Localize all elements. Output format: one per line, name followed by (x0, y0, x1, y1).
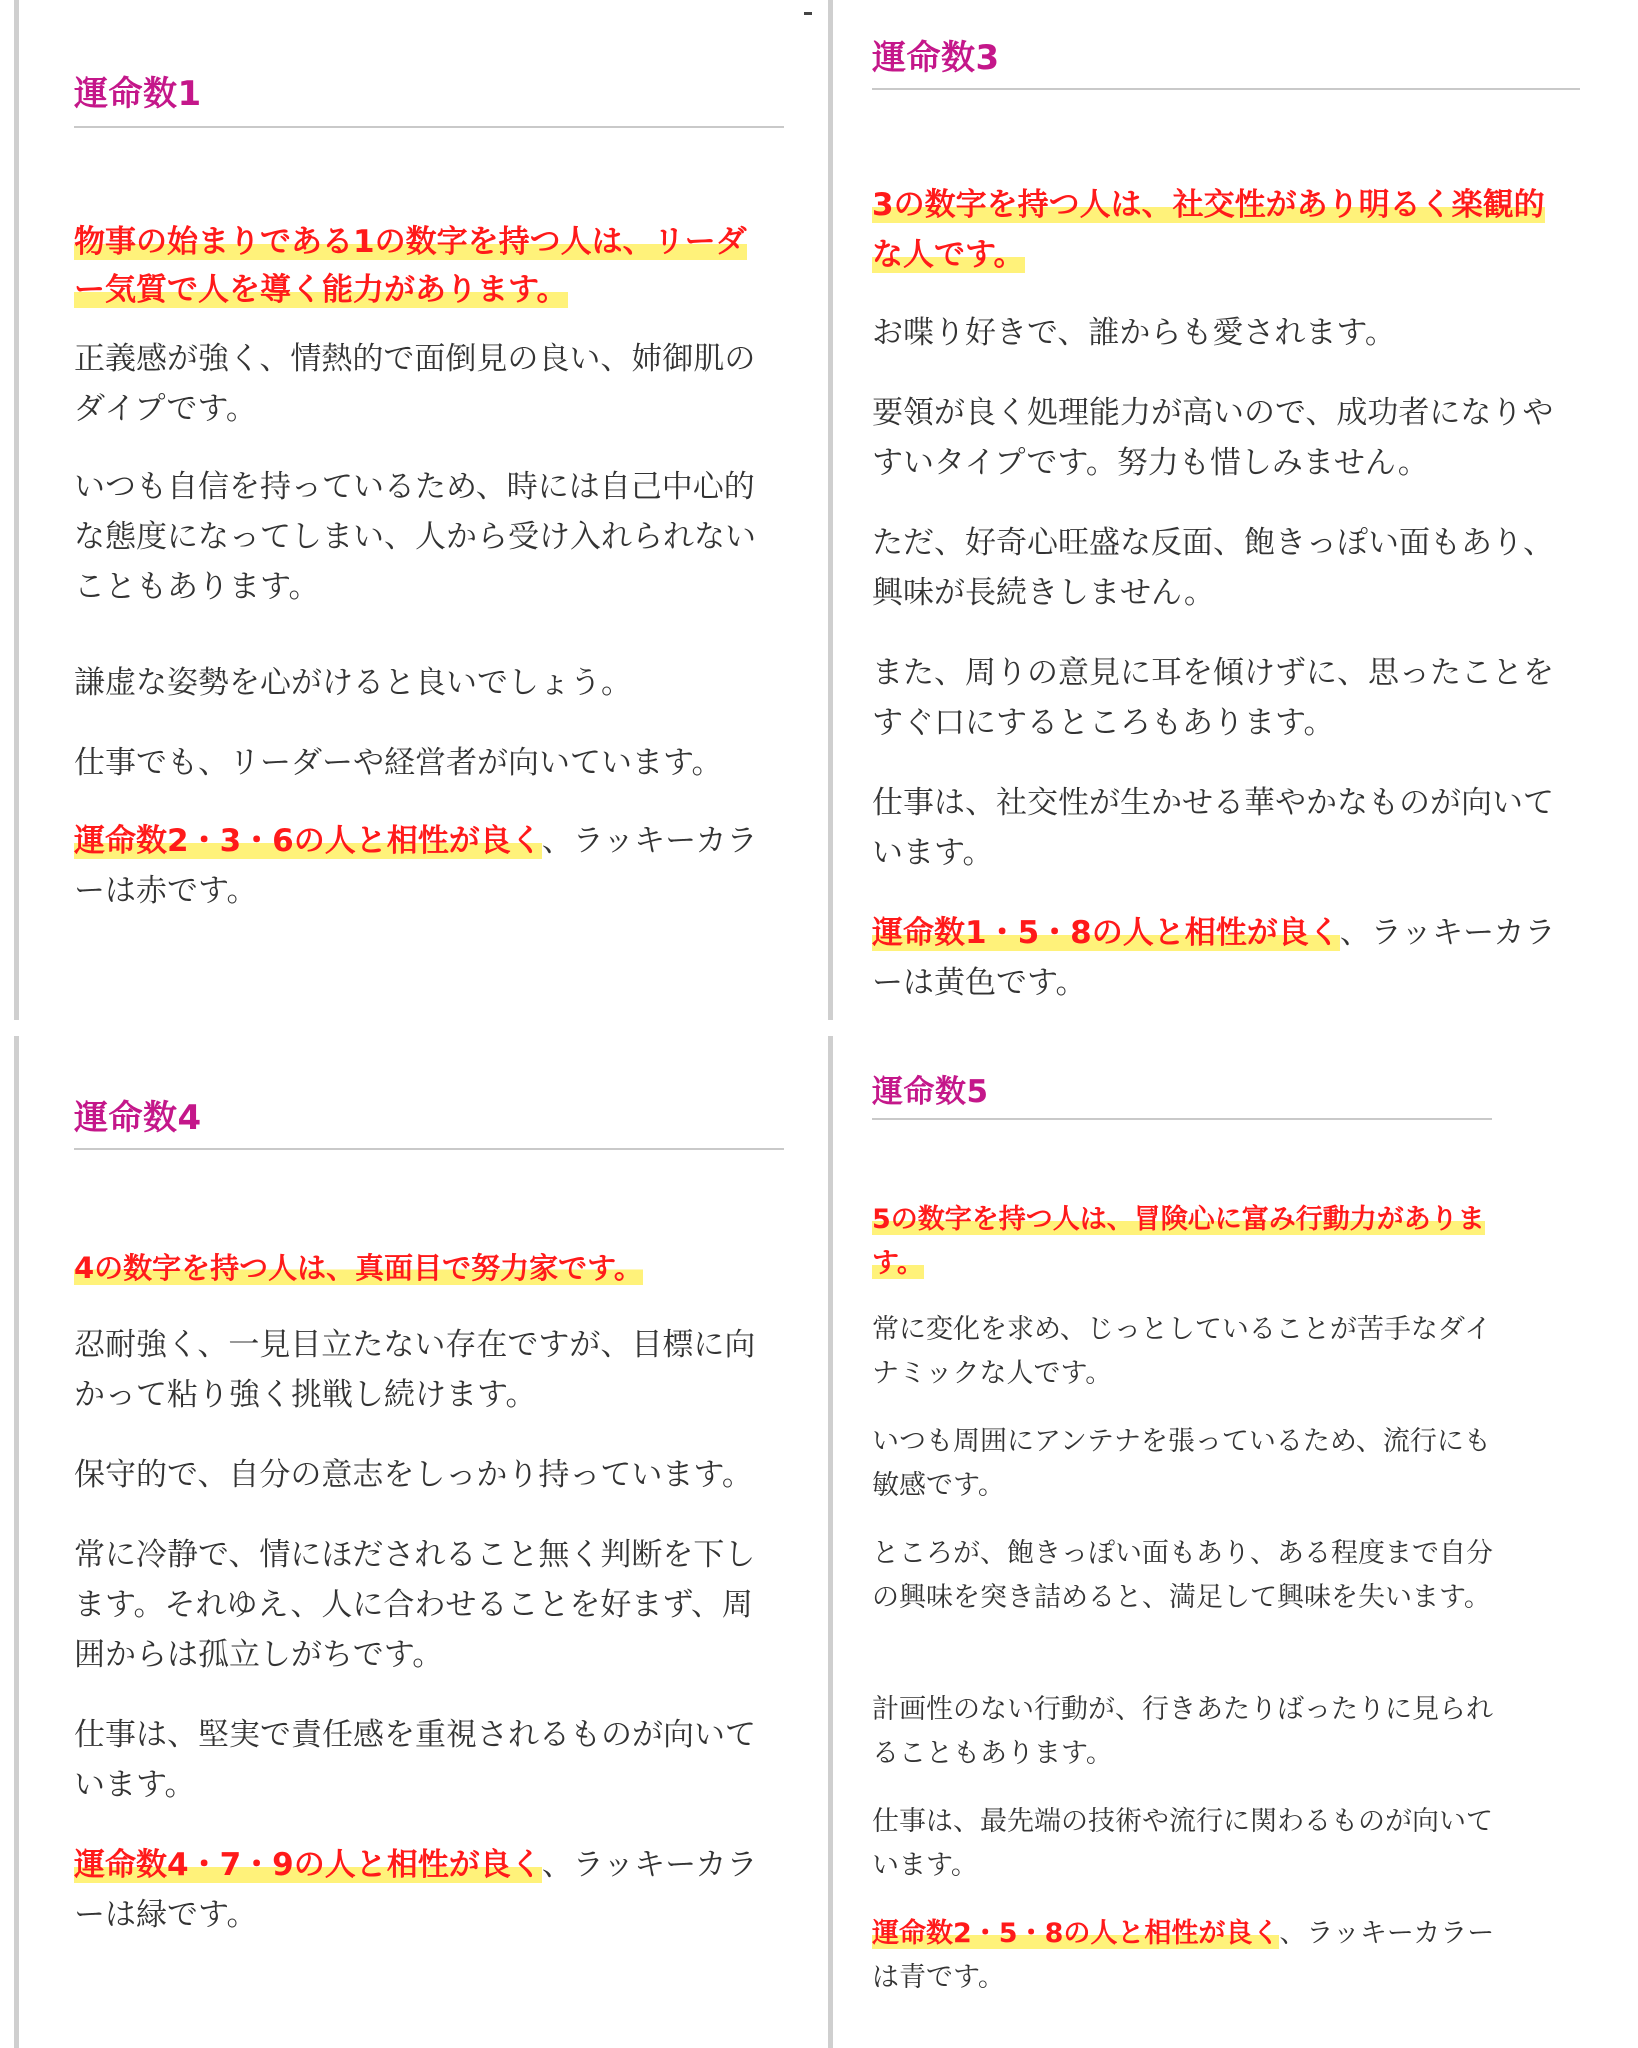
lead-highlight: 5の数字を持つ人は、冒険心に富み行動力があります。 (872, 1204, 1485, 1279)
paragraph: お喋り好きで、誰からも愛されます。 (872, 315, 1396, 351)
section-title: 運命数1 (74, 74, 202, 114)
compatibility-highlight: 運命数2・5・8の人と相性が良く (872, 1918, 1280, 1949)
top-tick-mark (804, 12, 812, 15)
paragraph: 常に変化を求め、じっとしていることが苦手なダイナミックな人です。 (872, 1314, 1492, 1389)
title-divider (74, 1148, 784, 1150)
paragraph: いつも自信を持っているため、時には自己中心的な態度になってしまい、人から受け入れられないこともあります。 (74, 469, 756, 605)
panel-left-border (828, 1036, 833, 2048)
paragraph: 計画性のない行動が、行きあたりばったりに見られることもあります。 (872, 1694, 1493, 1769)
paragraph: ところが、飽きっぽい面もあり、ある程度まで自分の興味を突き詰めると、満足して興味を失います。 (872, 1538, 1493, 1613)
compatibility-highlight: 運命数4・7・9の人と相性が良く (74, 1847, 542, 1883)
compatibility-paragraph (872, 1912, 1512, 2000)
lead-highlight: 4の数字を持つ人は、真面目で努力家です。 (74, 1251, 643, 1285)
lucky-color-text: 、ラッキーカラーは赤です。 (74, 823, 758, 909)
lucky-color-text: 、ラッキーカラーは緑です。 (74, 1847, 758, 1933)
compatibility-paragraph (74, 816, 774, 916)
paragraph: 保守的で、自分の意志をしっかり持っています。 (74, 1457, 753, 1493)
lead-statement (74, 1244, 774, 1292)
title-divider (74, 126, 784, 128)
lucky-color-text: 、ラッキーカラーは黄色です。 (872, 915, 1556, 1001)
paragraph: 仕事は、最先端の技術や流行に関わるものが向いています。 (872, 1806, 1493, 1881)
title-divider (872, 88, 1580, 90)
compatibility-paragraph (872, 908, 1572, 1008)
panel-left-border (14, 0, 19, 1020)
lead-statement (872, 180, 1572, 280)
paragraph: 要領が良く処理能力が高いので、成功者になりやすいタイプです。努力も惜しみません。 (872, 395, 1554, 481)
panel-destiny-3 (828, 0, 1638, 1020)
paragraph: 仕事でも、リーダーや経営者が向いています。 (74, 745, 723, 781)
paragraph: 正義感が強く、情熱的で面倒見の良い、姉御肌のダイプです。 (74, 341, 756, 427)
lead-highlight: 3の数字を持つ人は、社交性があり明るく楽観的な人です。 (872, 187, 1545, 273)
compatibility-highlight: 運命数2・3・6の人と相性が良く (74, 823, 542, 859)
compatibility-paragraph (74, 1840, 774, 1940)
paragraph: 仕事は、堅実で責任感を重視されるものが向いています。 (74, 1717, 756, 1803)
compatibility-highlight: 運命数1・5・8の人と相性が良く (872, 915, 1340, 951)
paragraph: 仕事は、社交性が生かせる華やかなものが向いています。 (872, 785, 1554, 871)
section-title: 運命数3 (872, 38, 1000, 78)
title-divider (872, 1118, 1492, 1120)
panel-destiny-1 (14, 0, 764, 1020)
paragraph: 謙虚な姿勢を心がけると良いでしょう。 (74, 665, 632, 701)
panel-destiny-4 (14, 1036, 764, 2048)
section-title: 運命数4 (74, 1098, 202, 1138)
panel-destiny-5 (828, 1036, 1638, 2048)
paragraph: また、周りの意見に耳を傾けずに、思ったことをすぐ口にするところもあります。 (872, 655, 1554, 741)
panel-left-border (828, 0, 833, 1020)
lead-statement (74, 218, 774, 314)
section-title: 運命数5 (872, 1074, 989, 1110)
lead-highlight: 物事の始まりである1の数字を持つ人は、リーダー気質で人を導く能力があります。 (74, 224, 747, 308)
paragraph: 常に冷静で、情にほだされること無く判断を下します。それゆえ、人に合わせることを好まず、周囲からは孤立しがちです。 (74, 1537, 756, 1673)
panel-left-border (14, 1036, 19, 2048)
lucky-color-text: 、ラッキーカラーは青です。 (872, 1918, 1495, 1993)
lead-statement (872, 1198, 1512, 1286)
paragraph: ただ、好奇心旺盛な反面、飽きっぽい面もあり、興味が長続きしません。 (872, 525, 1554, 611)
paragraph: 忍耐強く、一見目立たない存在ですが、目標に向かって粘り強く挑戦し続けます。 (74, 1327, 756, 1413)
paragraph: いつも周囲にアンテナを張っているため、流行にも敏感です。 (872, 1426, 1491, 1501)
